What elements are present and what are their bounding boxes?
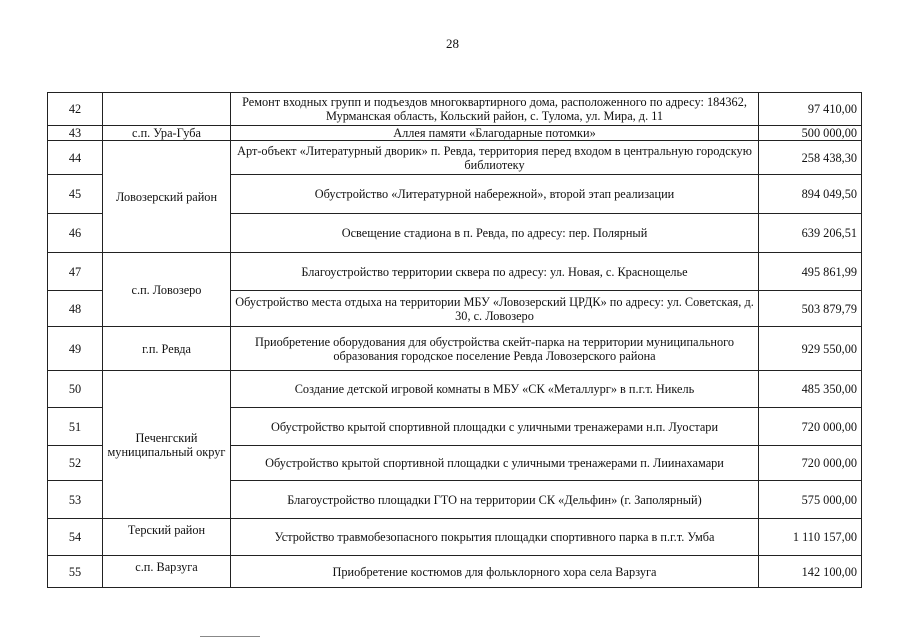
row-number: 44 xyxy=(48,141,103,175)
description-cell: Обустройство крытой спортивной площадки с уличными тренажерами п. Лиинахамари xyxy=(231,446,759,481)
description-cell: Аллея памяти «Благодарные потомки» xyxy=(231,126,759,141)
description-cell: Обустройство «Литературной набережной», второй этап реализации xyxy=(231,175,759,214)
amount-cell: 495 861,99 xyxy=(759,253,862,291)
amount-cell: 500 000,00 xyxy=(759,126,862,141)
row-number: 55 xyxy=(48,556,103,588)
table-row xyxy=(48,327,862,371)
description-cell: Приобретение костюмов для фольклорного хора села Варзуга xyxy=(231,556,759,588)
row-number: 43 xyxy=(48,126,103,141)
row-number: 50 xyxy=(48,371,103,408)
grants-table xyxy=(47,92,862,588)
municipality-cell: Печенгский муниципальный округ xyxy=(103,371,231,519)
description-cell: Создание детской игровой комнаты в МБУ «СК «Металлург» в п.г.т. Никель xyxy=(231,371,759,408)
table-row xyxy=(48,126,862,141)
row-number: 52 xyxy=(48,446,103,481)
amount-cell: 258 438,30 xyxy=(759,141,862,175)
table-row xyxy=(48,556,862,588)
row-number: 48 xyxy=(48,291,103,327)
description-cell: Приобретение оборудования для обустройства скейт-парка на территории муниципального образования городское поселение Ревда Ловозерского района xyxy=(231,327,759,371)
amount-cell: 1 110 157,00 xyxy=(759,519,862,556)
row-number: 51 xyxy=(48,408,103,446)
municipality-cell: с.п. Варзуга xyxy=(103,556,231,588)
description-cell: Устройство травмобезопасного покрытия площадки спортивного парка в п.г.т. Умба xyxy=(231,519,759,556)
amount-cell: 720 000,00 xyxy=(759,408,862,446)
description-cell: Ремонт входных групп и подъездов многоквартирного дома, расположенного по адресу: 184362, Мурманская область, Кольский район, с. Тулома, ул. Мира, д. 11 xyxy=(231,93,759,126)
amount-cell: 639 206,51 xyxy=(759,214,862,253)
row-number: 53 xyxy=(48,481,103,519)
amount-cell: 720 000,00 xyxy=(759,446,862,481)
page-number: 28 xyxy=(446,36,459,51)
amount-cell: 97 410,00 xyxy=(759,93,862,126)
row-number: 49 xyxy=(48,327,103,371)
description-cell: Обустройство места отдыха на территории МБУ «Ловозерский ЦРДК» по адресу: ул. Советская, д. 30, с. Ловозеро xyxy=(231,291,759,327)
table-row xyxy=(48,371,862,408)
row-number: 42 xyxy=(48,93,103,126)
table-row xyxy=(48,253,862,291)
scan-artifact xyxy=(200,636,260,637)
amount-cell: 929 550,00 xyxy=(759,327,862,371)
row-number: 46 xyxy=(48,214,103,253)
description-cell: Благоустройство площадки ГТО на территории СК «Дельфин» (г. Заполярный) xyxy=(231,481,759,519)
municipality-cell: с.п. Ура-Губа xyxy=(103,126,231,141)
amount-cell: 894 049,50 xyxy=(759,175,862,214)
municipality-cell xyxy=(103,93,231,126)
table-row xyxy=(48,141,862,175)
municipality-cell: Ловозерский район xyxy=(103,141,231,253)
description-cell: Благоустройство территории сквера по адресу: ул. Новая, с. Краснощелье xyxy=(231,253,759,291)
table-row xyxy=(48,93,862,126)
municipality-cell: Терский район xyxy=(103,519,231,556)
amount-cell: 142 100,00 xyxy=(759,556,862,588)
amount-cell: 503 879,79 xyxy=(759,291,862,327)
description-cell: Освещение стадиона в п. Ревда, по адресу: пер. Полярный xyxy=(231,214,759,253)
description-cell: Обустройство крытой спортивной площадки с уличными тренажерами н.п. Луостари xyxy=(231,408,759,446)
amount-cell: 575 000,00 xyxy=(759,481,862,519)
amount-cell: 485 350,00 xyxy=(759,371,862,408)
row-number: 47 xyxy=(48,253,103,291)
description-cell: Арт-объект «Литературный дворик» п. Ревда, территория перед входом в центральную городскую библиотеку xyxy=(231,141,759,175)
municipality-cell: г.п. Ревда xyxy=(103,327,231,371)
municipality-cell: с.п. Ловозеро xyxy=(103,253,231,327)
row-number: 54 xyxy=(48,519,103,556)
table-row xyxy=(48,519,862,556)
row-number: 45 xyxy=(48,175,103,214)
